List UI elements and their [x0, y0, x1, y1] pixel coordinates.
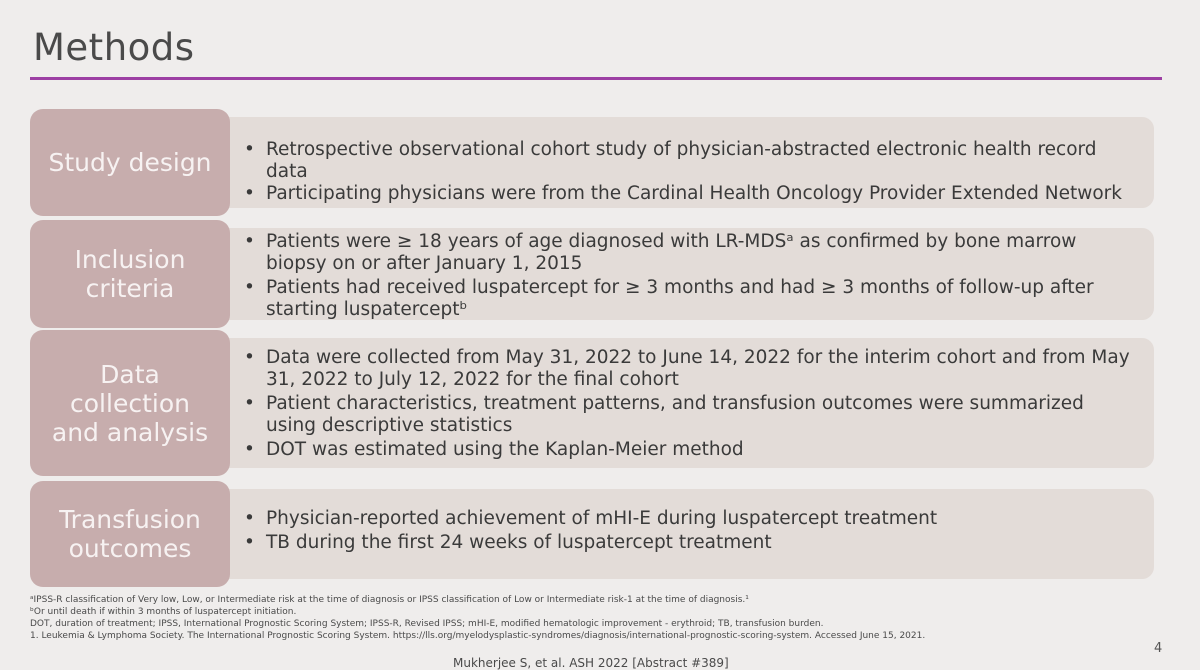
section-data-collection [30, 330, 1154, 476]
bullet-item: • Data were collected from May 31, 2022 to June 14, 2022 for the interim cohort and from May 31, 2022 to July 12, 2022 for the final cohort [242, 347, 1134, 391]
bullet-item: • Patients were ≥ 18 years of age diagnosed with LR-MDSᵃ as confirmed by bone marrow biopsy on or after January 1, 2015 [242, 231, 1134, 275]
section-label-study-design: Study design [30, 109, 230, 216]
bullet-item: • Patient characteristics, treatment patterns, and transfusion outcomes were summarized using descriptive statistics [242, 393, 1134, 437]
footnote: 1. Leukemia & Lymphoma Society. The International Prognostic Scoring System. https://lls.org/myelodysplastic-syndromes/diagnosis/international-prognostic-scoring-system. Accessed June 15, 2021. [30, 631, 926, 641]
section-label-inclusion-criteria: Inclusion criteria [30, 220, 230, 328]
section-study-design [30, 109, 1154, 216]
bullet-item: • Retrospective observational cohort study of physician-abstracted electronic health record data [242, 139, 1134, 183]
bullet-item: • Physician-reported achievement of mHI-E during luspatercept treatment [242, 508, 1134, 530]
footnote: DOT, duration of treatment; IPSS, International Prognostic Scoring System; IPSS-R, Revised IPSS; mHI-E, modified hematologic improvement - erythroid; TB, transfusion burden. [30, 619, 824, 629]
title-divider [30, 77, 1162, 80]
bullet-list [242, 139, 1134, 205]
section-inclusion-criteria [30, 220, 1154, 328]
citation: Mukherjee S, et al. ASH 2022 [Abstract #389] [453, 656, 729, 670]
footnote: ᵃIPSS-R classification of Very low, Low, or Intermediate risk at the time of diagnosis or IPSS classification of Low or Intermediate risk-1 at the time of diagnosis.¹ [30, 595, 749, 605]
bullet-list [242, 508, 1134, 554]
bullet-item: • Patients had received luspatercept for ≥ 3 months and had ≥ 3 months of follow-up after starting luspaterceptᵇ [242, 277, 1134, 321]
footnote: ᵇOr until death if within 3 months of luspatercept initiation. [30, 607, 297, 617]
footnotes [30, 594, 1130, 642]
slide-title: Methods [33, 26, 195, 69]
bullet-item: • TB during the first 24 weeks of luspatercept treatment [242, 532, 1134, 554]
page-number: 4 [1154, 641, 1163, 656]
section-label-transfusion-outcomes: Transfusion outcomes [30, 481, 230, 587]
section-label-data-collection: Data collection and analysis [30, 330, 230, 476]
bullet-item: • DOT was estimated using the Kaplan-Meier method [242, 439, 1134, 461]
bullet-list [242, 231, 1134, 321]
bullet-item: • Participating physicians were from the Cardinal Health Oncology Provider Extended Network [242, 183, 1134, 205]
section-transfusion-outcomes [30, 481, 1154, 587]
bullet-list [242, 347, 1134, 461]
